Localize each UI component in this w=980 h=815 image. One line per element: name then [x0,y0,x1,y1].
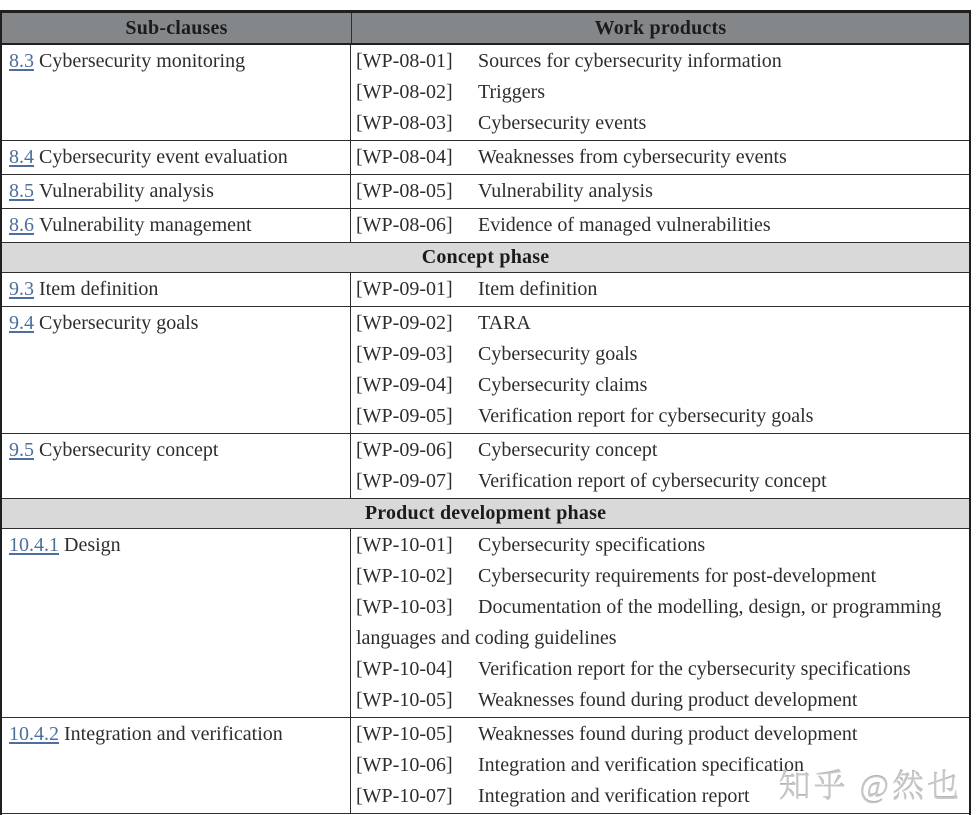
work-product-code: [WP-08-02] [356,81,453,103]
work-product-code: [WP-10-03] [356,596,453,618]
clause-link[interactable]: 8.3 [9,50,34,72]
work-product-code: [WP-10-07] [356,785,453,807]
work-product-description: Integration and verification specification [478,754,804,776]
work-product-code: [WP-10-04] [356,658,453,680]
clause-link[interactable]: 8.4 [9,146,34,168]
work-product-description: Cybersecurity specifications [478,534,706,556]
work-product-code: [WP-10-01] [356,534,453,556]
clause-label: Cybersecurity event evaluation [39,146,288,168]
work-product-description: Weaknesses found during product development [478,689,858,711]
work-product-item [356,654,961,685]
work-product-code: [WP-09-04] [356,374,453,396]
subclause-cell [2,307,351,433]
subclause-cell [2,45,351,140]
work-product-description: Cybersecurity goals [478,343,638,365]
work-product-description: Sources for cybersecurity information [478,50,782,72]
work-product-item [356,781,961,812]
work-product-item [356,46,961,77]
phase-band: Concept phase [2,243,969,273]
work-product-description: Evidence of managed vulnerabilities [478,214,771,236]
work-product-code: [WP-09-01] [356,278,453,300]
work-product-description: Cybersecurity events [478,112,647,134]
workproducts-cell [351,718,969,813]
subclause-cell [2,175,351,208]
workproducts-cell [351,434,969,498]
clause-link[interactable]: 9.3 [9,278,34,300]
work-product-description: Triggers [478,81,546,103]
clause-label: Vulnerability management [39,214,252,236]
table-row [2,307,969,434]
subclause-cell [2,141,351,174]
workproducts-cell [351,209,969,242]
clause-link[interactable]: 8.5 [9,180,34,202]
workproducts-cell [351,307,969,433]
work-product-item [356,176,961,207]
work-product-item [356,370,961,401]
work-product-item [356,750,961,781]
work-product-description: Documentation of the modelling, design, or programming languages and coding guidelines [356,596,942,649]
table-row [2,141,969,175]
clause-label: Integration and verification [64,723,283,745]
table-row [2,209,969,243]
clause-label: Design [64,534,121,556]
table-row [2,718,969,814]
work-product-description: Verification report for the cybersecurity specifications [478,658,911,680]
col-header-subclauses: Sub-clauses [2,13,352,43]
work-product-code: [WP-08-04] [356,146,453,168]
work-product-item [356,685,961,716]
work-product-item [356,108,961,139]
work-product-item [356,435,961,466]
work-product-item [356,592,961,654]
work-product-description: Weaknesses from cybersecurity events [478,146,787,168]
subclause-cell [2,209,351,242]
clause-link[interactable]: 10.4.2 [9,723,59,745]
work-product-item [356,466,961,497]
clause-label: Cybersecurity goals [39,312,199,334]
work-product-code: [WP-10-05] [356,723,453,745]
table-row [2,273,969,307]
table-row [2,175,969,209]
work-product-description: TARA [478,312,531,334]
work-product-item [356,308,961,339]
clause-label: Item definition [39,278,159,300]
clause-link[interactable]: 9.5 [9,439,34,461]
table-row [2,45,969,141]
work-product-description: Verification report of cybersecurity concept [478,470,827,492]
phase-band: Product development phase [2,499,969,529]
workproducts-cell [351,45,969,140]
clause-link[interactable]: 10.4.1 [9,534,59,556]
work-product-item [356,719,961,750]
table-row [2,529,969,718]
clause-label: Cybersecurity monitoring [39,50,246,72]
workproducts-cell [351,175,969,208]
work-product-description: Cybersecurity claims [478,374,648,396]
work-product-code: [WP-08-06] [356,214,453,236]
clause-label: Vulnerability analysis [39,180,214,202]
subclause-cell [2,273,351,306]
table-header-row [2,13,969,45]
work-product-item [356,401,961,432]
clause-link[interactable]: 8.6 [9,214,34,236]
work-product-code: [WP-10-05] [356,689,453,711]
work-product-item [356,77,961,108]
work-product-description: Vulnerability analysis [478,180,653,202]
work-product-code: [WP-09-03] [356,343,453,365]
workproducts-cell [351,273,969,306]
work-product-code: [WP-10-02] [356,565,453,587]
work-product-description: Cybersecurity requirements for post-development [478,565,877,587]
work-product-code: [WP-08-01] [356,50,453,72]
work-product-item [356,210,961,241]
work-product-description: Item definition [478,278,598,300]
work-product-item [356,142,961,173]
work-product-item [356,274,961,305]
work-products-table [0,10,971,815]
work-product-code: [WP-08-03] [356,112,453,134]
work-product-code: [WP-09-02] [356,312,453,334]
subclause-cell [2,529,351,717]
subclause-cell [2,718,351,813]
clause-label: Cybersecurity concept [39,439,219,461]
work-product-item [356,339,961,370]
work-product-code: [WP-10-06] [356,754,453,776]
table-row [2,434,969,499]
clause-link[interactable]: 9.4 [9,312,34,334]
work-product-code: [WP-09-05] [356,405,453,427]
work-product-description: Verification report for cybersecurity goals [478,405,814,427]
workproducts-cell [351,529,969,717]
work-product-code: [WP-09-06] [356,439,453,461]
zhihu-watermark: 知乎 @然也 [778,768,962,804]
workproducts-cell [351,141,969,174]
work-product-code: [WP-09-07] [356,470,453,492]
work-product-description: Weaknesses found during product development [478,723,858,745]
work-product-description: Integration and verification report [478,785,750,807]
work-product-item [356,561,961,592]
col-header-workproducts: Work products [594,17,727,39]
table-body [2,45,969,814]
subclause-cell [2,434,351,498]
work-product-code: [WP-08-05] [356,180,453,202]
work-product-description: Cybersecurity concept [478,439,658,461]
work-product-item [356,530,961,561]
